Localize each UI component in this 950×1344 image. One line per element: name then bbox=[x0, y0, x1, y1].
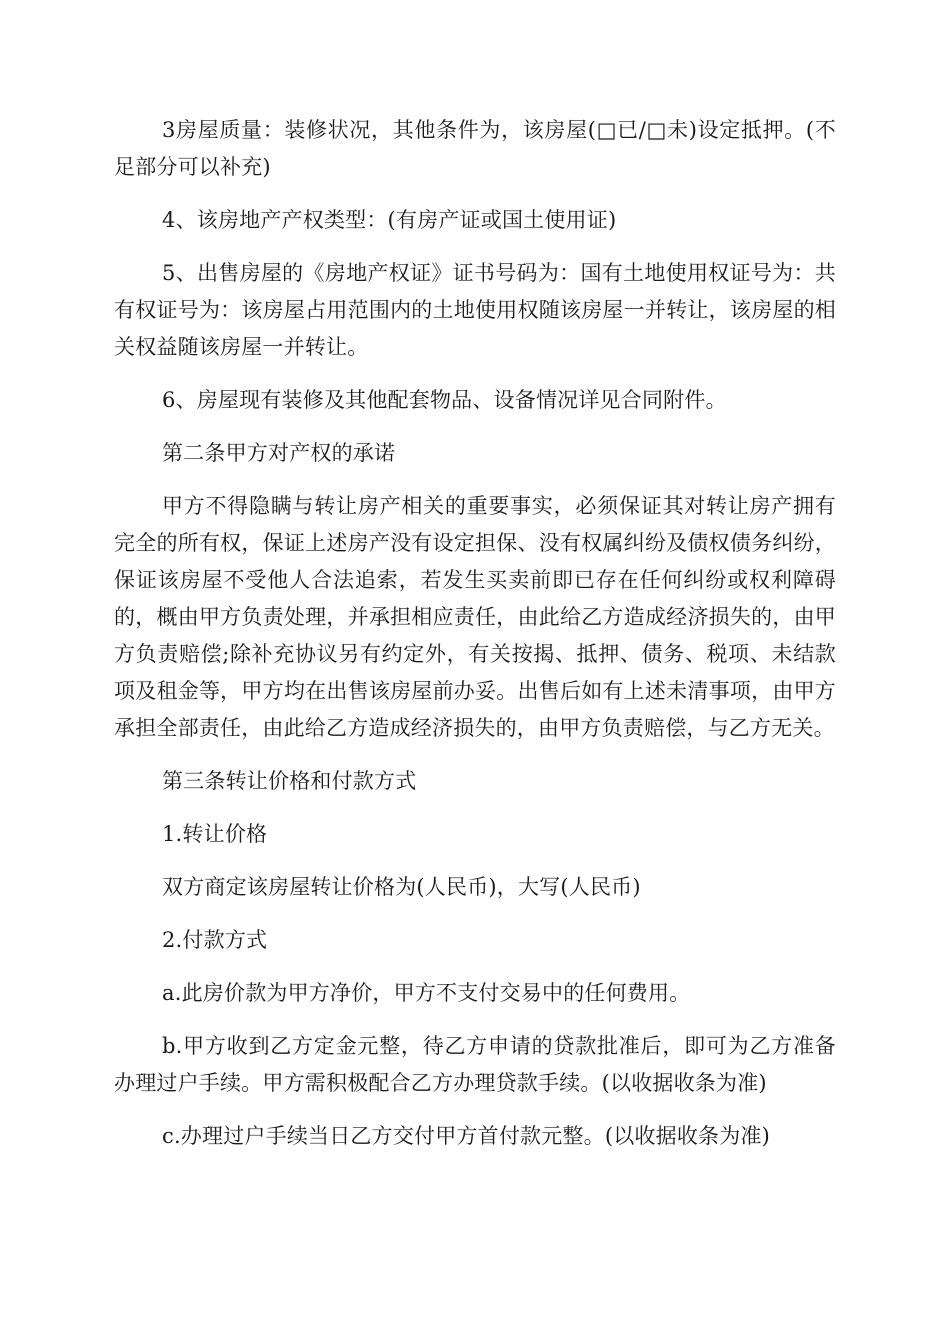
subheading-payment-method: 2.付款方式 bbox=[162, 928, 268, 952]
paragraph-fixtures: 6、房屋现有装修及其他配套物品、设备情况详见合同附件。 bbox=[162, 388, 727, 412]
paragraph-price-agreement: 双方商定该房屋转让价格为(人民币)，大写(人民币) bbox=[162, 875, 641, 899]
paragraph-payment-b: b.甲方收到乙方定金元整，待乙方申请的贷款批准后，即可为乙方准备办理过户手续。甲方需积极配合乙方办理贷款手续。(以收据收条为准) bbox=[114, 1034, 836, 1095]
paragraph-property-type: 4、该房地产产权类型：(有房产证或国土使用证) bbox=[162, 208, 617, 232]
paragraph-payment-c: c.办理过户手续当日乙方交付甲方首付款元整。(以收据收条为准) bbox=[162, 1124, 771, 1148]
document-body bbox=[114, 112, 836, 1171]
paragraph-certificate-numbers: 5、出售房屋的《房地产权证》证书号码为：国有土地使用权证号为：共有权证号为：该房屋占用范围内的土地使用权随该房屋一并转让，该房屋的相关权益随该房屋一并转让。 bbox=[114, 261, 836, 359]
subheading-transfer-price: 1.转让价格 bbox=[162, 822, 268, 846]
paragraph-payment-a: a.此房价款为甲方净价，甲方不支付交易中的任何费用。 bbox=[162, 981, 691, 1005]
paragraph-seller-commitment: 甲方不得隐瞒与转让房产相关的重要事实，必须保证其对转让房产拥有完全的所有权，保证上述房产没有设定担保、没有权属纠纷及债权债务纠纷，保证该房屋不受他人合法追索，若发生买卖前即已存在任何纠纷或权利障碍的，概由甲方负责处理，并承担相应责任，由此给乙方造成经济损失的，由甲方负责赔偿;除补充协议另有约定外，有关按揭、抵押、债务、税项、未结款项及租金等，甲方均在出售该房屋前办妥。出售后如有上述未清事项，由甲方承担全部责任，由此给乙方造成经济损失的，由甲方负责赔偿，与乙方无关。 bbox=[114, 494, 836, 740]
section-heading-article-2: 第二条甲方对产权的承诺 bbox=[162, 441, 396, 465]
paragraph-house-quality: 3房屋质量：装修状况，其他条件为，该房屋(□已/□未)设定抵押。(不足部分可以补充) bbox=[114, 118, 836, 179]
section-heading-article-3: 第三条转让价格和付款方式 bbox=[162, 769, 417, 793]
